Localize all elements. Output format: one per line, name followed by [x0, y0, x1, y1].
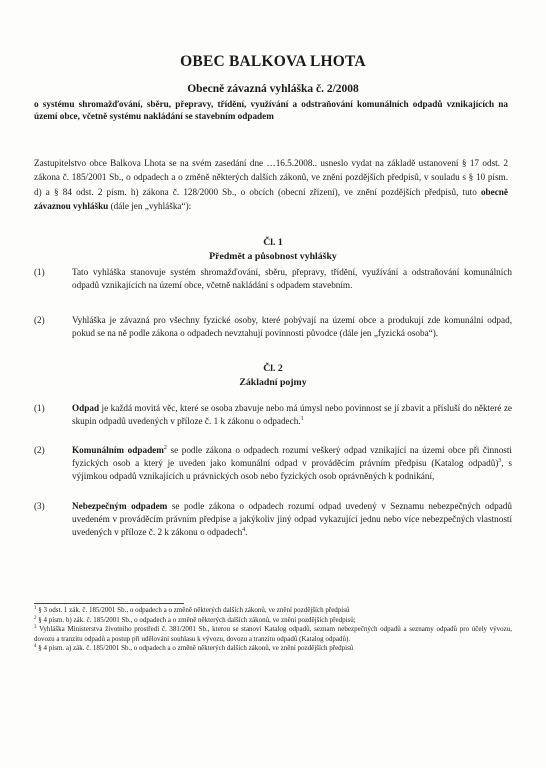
- preamble-tail: (dále jen „vyhláška“):: [108, 201, 192, 212]
- decree-title: Obecně závazná vyhláška č. 2/2008: [187, 83, 359, 95]
- paragraph-number: (1): [34, 267, 45, 277]
- footnote-3: $^3$ Vyhláška Ministerstva životního prostředí č. 381/2001 Sb., kterou se stanoví Katalog odpadů, seznam nebezpečných odpadů a seznamy odpadů pro účely vývozu, dovozu a tranzitu odpadů a postup při udělování souhlasu k vývozu, dovozu a tranzitu odpadů (Katalog odpadů).: [34, 625, 512, 643]
- footnote-ref-3: 3: [498, 458, 502, 465]
- term-odpad: Odpad: [72, 403, 100, 413]
- paragraph-text: Tato vyhláška stanovuje systém shromažďování, sběru, přepravy, třídění, využívání a odstraňování komunálních odpadů vznikajících na území obce, včetně nakládání s odpadem stavebním.: [72, 267, 512, 291]
- footnote-separator: [34, 603, 184, 604]
- term-nebezpecny-odpad: Nebezpečným odpadem: [72, 501, 168, 511]
- article-1-number: Čl. 1: [263, 237, 283, 248]
- paragraph-number: (1): [34, 403, 45, 413]
- footnote-4: $^4$ § 4 písm. a) zák. č. 185/2001 Sb., o odpadech a o změně některých dalších zákonů, ve znění pozdějších předpisů: [34, 644, 354, 653]
- preamble-text: Zastupitelstvo obce Balkova Lhota se na svém zasedání dne …16.5.2008.. usneslo vydat na základě ustanovení § 17 odst. 2 zákona č. 185/2001 Sb., o odpadech a o změně některých dalších zákonů, ve znění pozdějších předpisů, v souladu s § 10 písm. d) a § 84 odst. 2 písm. h) zákona č. 128/2000 Sb., o obcích (obecní zřízení), ve znění pozdějších předpisů, tuto: [34, 158, 508, 197]
- article-1-paragraph-1: [34, 266, 512, 292]
- paragraph-text: Nebezpečným odpadem se podle zákona o odpadech rozumí odpad uvedený v Seznamu nebezpečných odpadů uvedeném v prováděcím právním předpise a jakýkoliv jiný odpad vykazující jednu nebo více nebezpečných vlastností uvedených v příloze č. 2 k zákonu o odpadech$^4$.: [72, 501, 512, 538]
- article-2-paragraph-3: [34, 500, 512, 540]
- paragraph-text: Komunálním odpadem$^2$ se podle zákona o odpadech rozumí veškerý odpad vznikající na území obce při činnosti fyzických osob a který je uveden jako komunální odpad v prováděcím právním předpisu (Katalog odpadů)$^3$, s výjimkou odpadů vznikajících u právnických osob nebo fyzických osob oprávněných k podnikání,: [72, 445, 513, 482]
- article-2-paragraph-1: [34, 402, 512, 428]
- footnote-ref-2: 2: [163, 445, 167, 451]
- article-1-title: Předmět a působnost vyhlášky: [209, 251, 337, 262]
- paragraph-text: Vyhláška je závazná pro všechny fyzické osoby, které pobývají na území obce a produkují zde komunální odpad, pokud se na ně podle zákona o odpadech nevztahují povinnosti původce (dále jen „fyzická osoba“).: [72, 315, 512, 339]
- article-2-number: Čl. 2: [263, 363, 283, 374]
- article-1-paragraph-2: [34, 314, 512, 340]
- footnote-2: $^2$ § 4 písm. b) zák. č. 185/2001 Sb., o odpadech a o změně některých dalších zákonů, ve znění pozdějších předpisů;: [34, 615, 356, 624]
- footnote-ref-1: 1: [300, 416, 304, 423]
- municipality-title: OBEC BALKOVA LHOTA: [180, 53, 366, 70]
- footnotes: [34, 606, 512, 654]
- preamble-bold: obecně závaznou vyhlášku: [34, 186, 508, 212]
- footnote-1: $^1$ § 3 odst. 1 zák. č. 185/2001 Sb., o odpadech a o změně některých dalších zákonů, ve znění pozdějších předpisů: [34, 606, 350, 614]
- paragraph-number: (3): [34, 501, 45, 511]
- paragraph-text: Odpad je každá movitá věc, které se osoba zbavuje nebo má úmysl nebo povinnost se jí zbavit a přísluší do některé ze skupin odpadů uvedených v příloze č. 1 k zákonu o odpadech.$^1$: [72, 403, 512, 427]
- paragraph-number: (2): [34, 315, 45, 325]
- paragraph-number: (2): [34, 445, 45, 455]
- article-2-paragraph-2: [34, 444, 512, 484]
- term-komunalni-odpad: Komunálním odpadem: [72, 445, 164, 455]
- footnote-ref-4: 4: [242, 527, 246, 534]
- preamble: [34, 156, 508, 214]
- decree-purpose: o systému shromažďování, sběru, přepravy, třídění, využívání a odstraňování komunálních odpadů vznikajících na území obce, včetně systému nakládání se stavebním odpadem: [34, 99, 508, 121]
- article-2-title: Základní pojmy: [239, 377, 307, 388]
